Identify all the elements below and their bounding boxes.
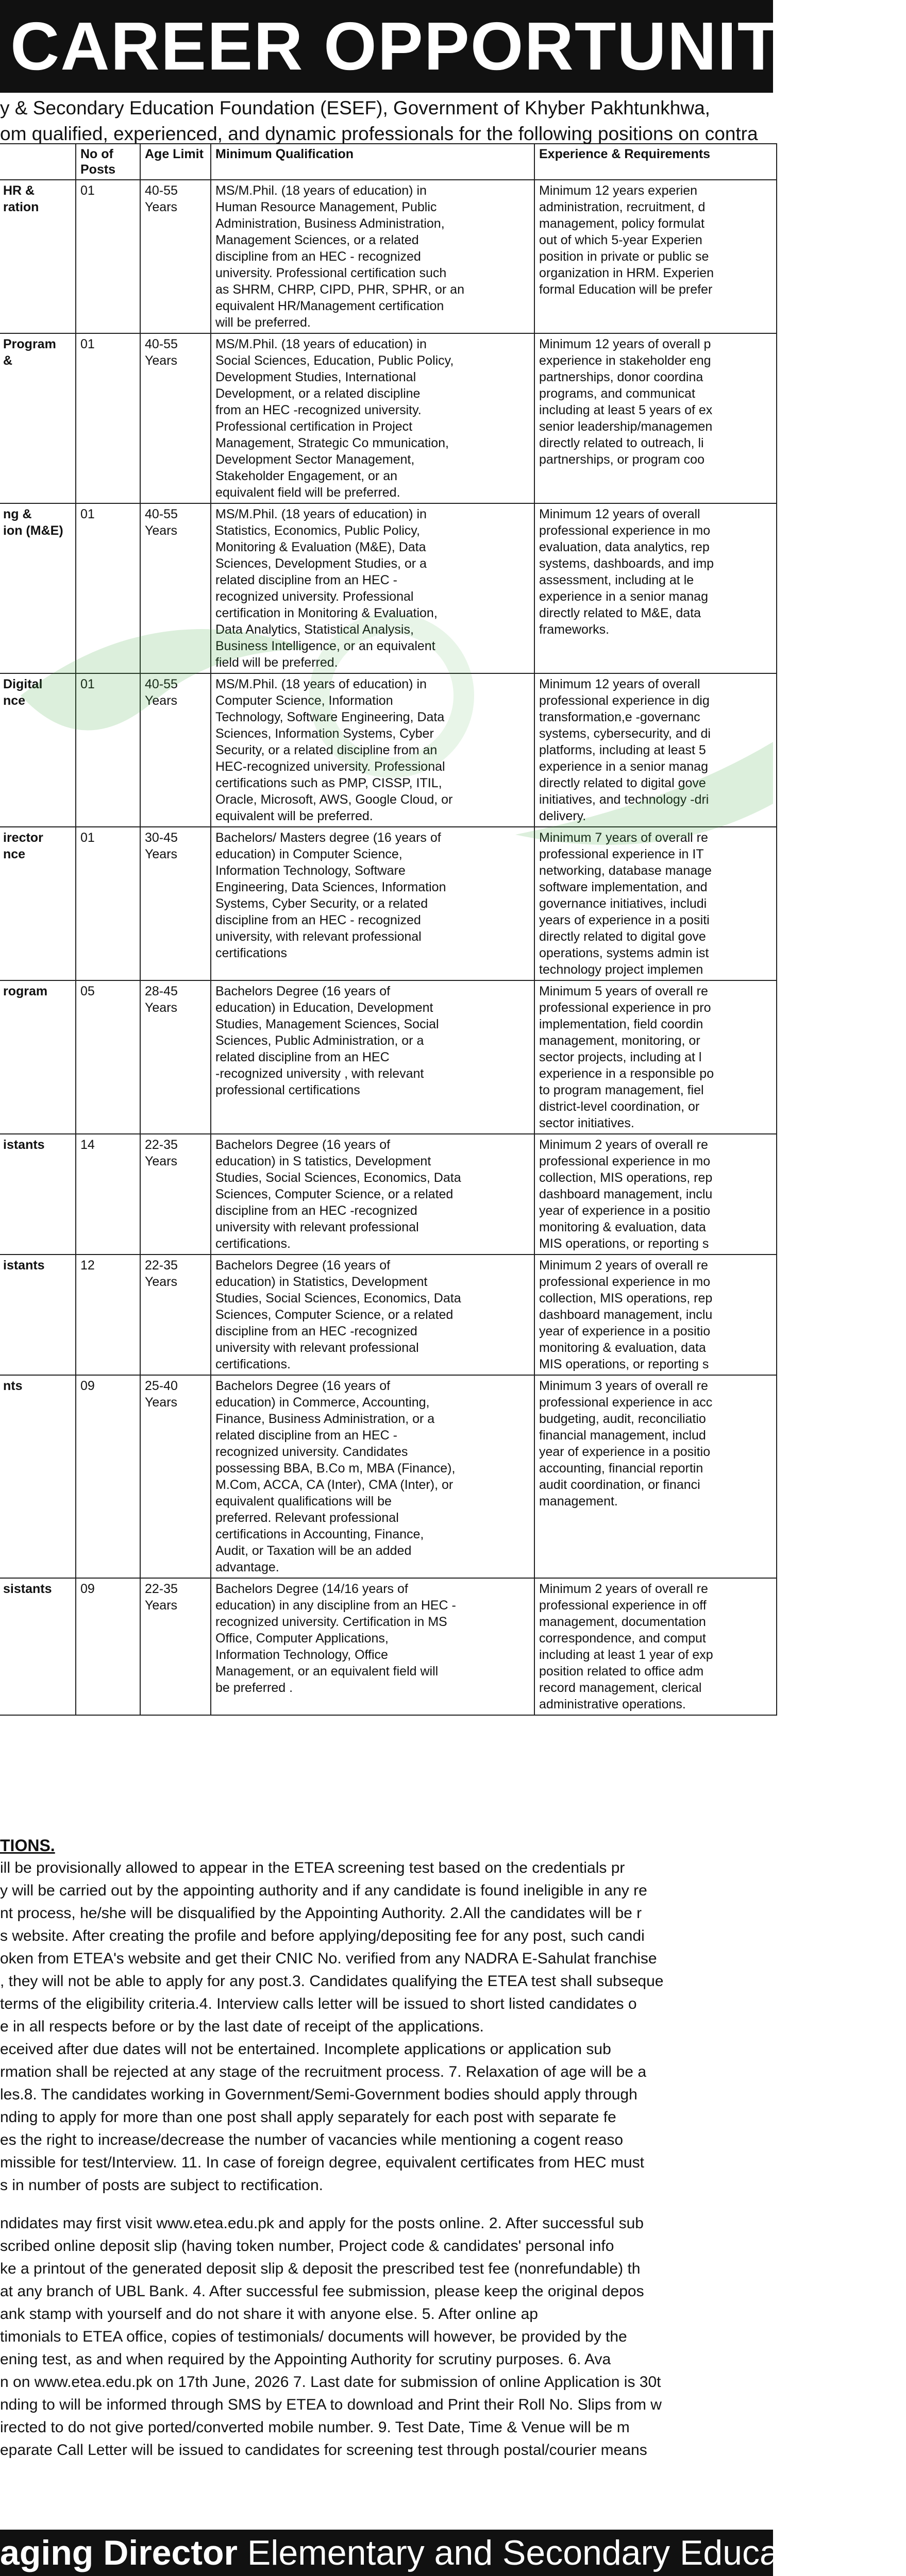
age-cell: 40-55 Years — [140, 673, 211, 827]
instruction-line: y will be carried out by the appointing authority and if any candidate is found ineligible in any re — [0, 1882, 647, 1899]
intro-text — [0, 95, 773, 147]
column-header-experience: Experience & Requirements — [534, 144, 777, 180]
instruction-line: ndidates may first visit www.etea.edu.pk and apply for the posts online. 2. After successful sub — [0, 2215, 644, 2232]
posts-cell: 01 — [76, 503, 140, 673]
age-cell: 40-55 Years — [140, 180, 211, 333]
qualification-cell: MS/M.Phil. (18 years of education) in Computer Science, Information Technology, Software Engineering, Data Sciences, Information Systems, Cyber Security, or a related discipline from an HEC-recognized university. Professional certifications such as PMP, CISSP, ITIL, Oracle, Microsoft, AWS, Google Cloud, or equivalent will be preferred. — [211, 673, 534, 827]
footer-signatory: aging Director — [0, 2533, 238, 2572]
position-cell: sistants — [0, 1578, 76, 1715]
table-header-row — [0, 144, 777, 180]
instruction-line: n on www.etea.edu.pk on 17th June, 2026 7. Last date for submission of online Application is 30t — [0, 2374, 661, 2391]
posts-cell: 01 — [76, 180, 140, 333]
table-row — [0, 1578, 777, 1715]
instruction-line: missible for test/Interview. 11. In case of foreign degree, equivalent certificates from HEC must — [0, 2154, 644, 2171]
instruction-line: ill be provisionally allowed to appear in the ETEA screening test based on the credentials pr — [0, 1859, 625, 1876]
age-cell: 22-35 Years — [140, 1255, 211, 1375]
age-cell: 40-55 Years — [140, 503, 211, 673]
instruction-line: timonials to ETEA office, copies of testimonials/ documents will however, be provided by the — [0, 2328, 627, 2345]
position-cell: Program & — [0, 333, 76, 503]
page-title: CAREER OPPORTUNITIES — [10, 8, 893, 84]
instruction-line: nt process, he/she will be disqualified by the Appointing Authority. 2.All the candidates will be r — [0, 1905, 642, 1922]
instruction-line: s website. After creating the profile and before applying/depositing fee for any post, such candi — [0, 1927, 645, 1944]
posts-cell: 05 — [76, 980, 140, 1134]
age-cell: 30-45 Years — [140, 827, 211, 980]
qualification-cell: MS/M.Phil. (18 years of education) in Statistics, Economics, Public Policy, Monitoring & Evaluation (M&E), Data Sciences, Development Studies, or a related discipline from an HEC - recognized university. Professional certification in Monitoring & Evaluation, Data Analytics, Statistical Analysis, Business Intelligence, or an equivalent field will be preferred. — [211, 503, 534, 673]
experience-cell: Minimum 12 years of overall professional experience in mo evaluation, data analytics, rep systems, dashboards, and imp assessment, including at le experience in a senior manag directly related to M&E, data frameworks. — [534, 503, 777, 673]
table-row — [0, 333, 777, 503]
instruction-line: nding to will be informed through SMS by ETEA to download and Print their Roll No. Slips from w — [0, 2396, 662, 2413]
position-cell: istants — [0, 1134, 76, 1255]
instructions-body — [0, 1857, 773, 2462]
instruction-line: , they will not be able to apply for any post.3. Candidates qualifying the ETEA test shall subseque — [0, 1973, 664, 1990]
posts-cell: 09 — [76, 1375, 140, 1578]
posts-cell: 01 — [76, 333, 140, 503]
intro-line: om qualified, experienced, and dynamic professionals for the following positions on contra — [0, 123, 758, 144]
position-cell: irector nce — [0, 827, 76, 980]
posts-cell: 09 — [76, 1578, 140, 1715]
footer-banner — [0, 2530, 906, 2576]
instruction-line: scribed online deposit slip (having token number, Project code & candidates' personal info — [0, 2238, 614, 2255]
qualification-cell: Bachelors Degree (16 years of education) in Education, Development Studies, Management Sciences, Social Sciences, Public Administration, or a related discipline from an HEC -recognized university , with relevant professional certifications — [211, 980, 534, 1134]
qualification-cell: MS/M.Phil. (18 years of education) in Social Sciences, Education, Public Policy, Development Studies, International Development, or a related discipline from an HEC -recognized university. Professional certification in Project Management, Strategic Co mmunication, Development Sector Management, Stakeholder Engagement, or an equivalent field will be preferred. — [211, 333, 534, 503]
table-row — [0, 1255, 777, 1375]
instruction-line: oken from ETEA's website and get their CNIC No. verified from any NADRA E-Sahulat franchise — [0, 1950, 657, 1967]
age-cell: 25-40 Years — [140, 1375, 211, 1578]
column-header-qualification: Minimum Qualification — [211, 144, 534, 180]
instruction-line — [0, 2197, 773, 2212]
column-header-age: Age Limit — [140, 144, 211, 180]
age-cell: 22-35 Years — [140, 1578, 211, 1715]
position-cell: ng & ion (M&E) — [0, 503, 76, 673]
instruction-line: nding to apply for more than one post shall apply separately for each post with separate fe — [0, 2109, 616, 2126]
table-row — [0, 503, 777, 673]
intro-line: y & Secondary Education Foundation (ESEF), Government of Khyber Pakhtunkhwa, — [0, 97, 710, 118]
position-cell: HR & ration — [0, 180, 76, 333]
qualification-cell: Bachelors Degree (16 years of education) in Commerce, Accounting, Finance, Business Administration, or a related discipline from an HEC - recognized university. Candidates possessing BBA, B.Co m, MBA (Finance), M.Com, ACCA, CA (Inter), CMA (Inter), or equivalent qualifications will be preferred. Relevant professional certifications in Accounting, Finance, Audit, or Taxation will be an added advantage. — [211, 1375, 534, 1578]
age-cell: 28-45 Years — [140, 980, 211, 1134]
column-header-position — [0, 144, 76, 180]
instruction-line: les.8. The candidates working in Government/Semi-Government bodies should apply through — [0, 2086, 637, 2103]
age-cell: 22-35 Years — [140, 1134, 211, 1255]
posts-cell: 14 — [76, 1134, 140, 1255]
qualification-cell: Bachelors Degree (14/16 years of education) in any discipline from an HEC - recognized university. Certification in MS Office, Computer Applications, Information Technology, Office Management, or an equivalent field will be preferred . — [211, 1578, 534, 1715]
experience-cell: Minimum 7 years of overall re professional experience in IT networking, database manage software implementation, and governance initiatives, includi years of experience in a positi directly related to digital gove operations, systems admin ist technology project implemen — [534, 827, 777, 980]
experience-cell: Minimum 12 years of overall professional experience in dig transformation,e -governanc systems, cybersecurity, and di platforms, including at least 5 experience in a senior manag directly related to digital gove initiatives, and technology -dri delivery. — [534, 673, 777, 827]
posts-cell: 12 — [76, 1255, 140, 1375]
instruction-line: ke a printout of the generated deposit slip & deposit the prescribed test fee (nonrefundable) th — [0, 2260, 641, 2277]
instructions-heading: TIONS. — [0, 1836, 55, 1855]
posts-cell: 01 — [76, 827, 140, 980]
table-row — [0, 673, 777, 827]
position-cell: istants — [0, 1255, 76, 1375]
experience-cell: Minimum 5 years of overall re professional experience in pro implementation, field coordin management, monitoring, or sector projects, including at l experience in a responsible po to program management, fiel district-level coordination, or sector initiatives. — [534, 980, 777, 1134]
position-cell: Digital nce — [0, 673, 76, 827]
qualification-cell: MS/M.Phil. (18 years of education) in Human Resource Management, Public Administration, Business Administration, Management Sciences, or a related discipline from an HEC - recognized university. Professional certification such as SHRM, CHRP, CIPD, PHR, SPHR, or an equivalent HR/Management certification will be preferred. — [211, 180, 534, 333]
experience-cell: Minimum 12 years of overall p experience in stakeholder eng partnerships, donor coordina programs, and communicat including at least 5 years of ex senior leadership/managemen directly related to outreach, li partnerships, or program coo — [534, 333, 777, 503]
age-cell: 40-55 Years — [140, 333, 211, 503]
table-row — [0, 1375, 777, 1578]
experience-cell: Minimum 2 years of overall re professional experience in off management, documentation correspondence, and comput including at least 1 year of exp position related to office adm record management, clerical administrative operations. — [534, 1578, 777, 1715]
instruction-line: rmation shall be rejected at any stage of the recruitment process. 7. Relaxation of age will be a — [0, 2063, 647, 2080]
table-row — [0, 827, 777, 980]
qualification-cell: Bachelors Degree (16 years of education) in Statistics, Development Studies, Social Sciences, Economics, Data Sciences, Computer Science, or a related discipline from an HEC -recognized university with relevant professional certifications. — [211, 1255, 534, 1375]
instruction-line: irected to do not give ported/converted mobile number. 9. Test Date, Time & Venue will be m — [0, 2419, 630, 2436]
instruction-line: terms of the eligibility criteria.4. Interview calls letter will be issued to short listed candidates o — [0, 1995, 637, 2012]
instruction-line: es the right to increase/decrease the number of vacancies while mentioning a cogent reaso — [0, 2131, 624, 2148]
column-header-posts: No of Posts — [76, 144, 140, 180]
experience-cell: Minimum 2 years of overall re professional experience in mo collection, MIS operations, rep dashboard management, inclu year of experience in a positio monitoring & evaluation, data MIS operations, or reporting s — [534, 1255, 777, 1375]
instruction-line: eceived after due dates will not be entertained. Incomplete applications or application sub — [0, 2041, 611, 2058]
instruction-line: ening test, as and when required by the Appointing Authority for scrutiny purposes. 6. Ava — [0, 2351, 611, 2368]
position-cell: rogram — [0, 980, 76, 1134]
table-row — [0, 980, 777, 1134]
table-row — [0, 1134, 777, 1255]
instruction-line: eparate Call Letter will be issued to candidates for screening test through postal/courier means — [0, 2442, 647, 2459]
instructions-section — [0, 1834, 773, 2462]
position-cell: nts — [0, 1375, 76, 1578]
experience-cell: Minimum 12 years experien administration, recruitment, d management, policy formulat out of which 5-year Experien position in private or public se organization in HRM. Experien formal Education will be prefer — [534, 180, 777, 333]
table-row — [0, 180, 777, 333]
experience-cell: Minimum 2 years of overall re professional experience in mo collection, MIS operations, rep dashboard management, inclu year of experience in a positio monitoring & evaluation, data MIS operations, or reporting s — [534, 1134, 777, 1255]
experience-cell: Minimum 3 years of overall re professional experience in acc budgeting, audit, reconciliatio financial management, includ year of experience in a positio accounting, financial reportin audit coordination, or financi management. — [534, 1375, 777, 1578]
instruction-line: e in all respects before or by the last date of receipt of the applications. — [0, 2018, 484, 2035]
instruction-line: ank stamp with yourself and do not share it with anyone else. 5. After online ap — [0, 2306, 538, 2323]
footer-organization: Elementary and Secondary Education Fou — [247, 2533, 906, 2572]
instruction-line: at any branch of UBL Bank. 4. After successful fee submission, please keep the original depos — [0, 2283, 644, 2300]
qualification-cell: Bachelors/ Masters degree (16 years of education) in Computer Science, Information Technology, Software Engineering, Data Sciences, Information Systems, Cyber Security, or a related discipline from an HEC - recognized university, with relevant professional certifications — [211, 827, 534, 980]
positions-table — [0, 143, 777, 1716]
posts-cell: 01 — [76, 673, 140, 827]
qualification-cell: Bachelors Degree (16 years of education) in S tatistics, Development Studies, Social Sciences, Economics, Data Sciences, Computer Science, or a related discipline from an HEC -recognized university with relevant professional certifications. — [211, 1134, 534, 1255]
page-banner — [0, 0, 893, 93]
instruction-line: s in number of posts are subject to rectification. — [0, 2177, 323, 2194]
